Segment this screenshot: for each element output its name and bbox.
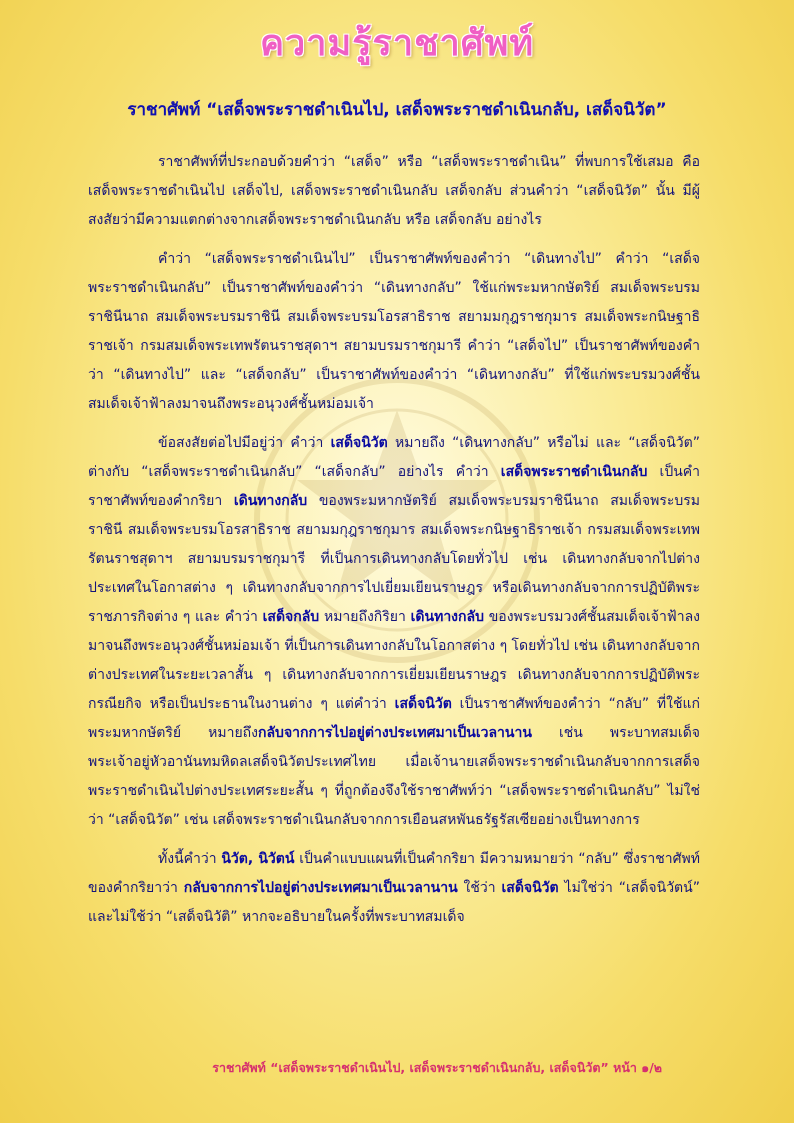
bold-term: กลับจากการไปอยู่ต่างประเทศมาเป็นเวลานาน <box>258 725 532 741</box>
text-run: เป็นคำแบบแผนที่เป็นคำกริยา มีความหมายว่า “กลับ” ซึ่งราชาศัพท์ของคำกริยาว่า <box>88 851 700 896</box>
paragraph-2: คำว่า “เสด็จพระราชดำเนินไป” เป็นราชาศัพท์ของคำว่า “เดินทางไป” คำว่า “เสด็จพระราชดำเนินกลับ” เป็นราชาศัพท์ของคำว่า “เดินทางกลับ” ใช้แก่พระมหากษัตริย์ สมเด็จพระบรมราชินีนาถ สมเด็จพระบรมราชินี สมเด็จพระบรมโอรสาธิราช สยามมกุฎราชกุมาร สมเด็จพระกนิษฐาธิราชเจ้า กรมสมเด็จพระเทพรัตนราชสุดาฯ สยามบรมราชกุมารี คำว่า “เสด็จไป” เป็นราชาศัพท์ของคำว่า “เดินทางไป” และ “เสด็จกลับ” เป็นราชาศัพท์ของคำว่า “เดินทางกลับ” ที่ใช้แก่พระบรมวงศ์ชั้นสมเด็จเจ้าฟ้าลงมาจนถึงพระอนุวงศ์ชั้นหม่อมเจ้า <box>88 251 700 412</box>
paragraph-3 <box>88 429 700 835</box>
bold-term: เสด็จนิวัต <box>394 696 452 712</box>
document-subtitle: ราชาศัพท์ “เสด็จพระราชดำเนินไป, เสด็จพระราชดำเนินกลับ, เสด็จนิวัต” <box>127 100 667 120</box>
bold-term: กลับจากการไปอยู่ต่างประเทศมาเป็นเวลานาน <box>183 880 458 896</box>
bold-term: เดินทางกลับ <box>233 493 308 509</box>
text-run: ไม่ใช่ว่า “เสด็จนิวัตน์” และไม่ใช้ว่า “เสด็จนิวัติ” หากจะอธิบายในครั้งที่พระบาทสมเด็จ <box>88 880 700 925</box>
text-run: เช่น พระบาทสมเด็จพระเจ้าอยู่หัวอานันทมหิดลเสด็จนิวัตประเทศไทย เมื่อเจ้านายเสด็จพระราชดำเนินกลับจากการเสด็จพระราชดำเนินไปต่างประเทศระยะสั้น ๆ ที่ถูกต้องจึงใช้ราชาศัพท์ว่า “เสด็จพระราชดำเนินกลับ” ไม่ใช่ว่า “เสด็จนิวัต” เช่น เสด็จพระราชดำเนินกลับจากการเยือนสหพันธรัฐรัสเซียอย่างเป็นทางการ <box>88 725 700 828</box>
text-run: เป็นคำราชาศัพท์ของคำกริยา <box>88 464 701 509</box>
text-run: หมายถึงกิริยา <box>319 609 411 625</box>
text-run: หมายถึง “เดินทางกลับ” หรือไม่ และ “เสด็จนิวัต” ต่างกับ “เสด็จพระราชดำเนินกลับ” “เสด็จกลับ” อย่างไร คำว่า <box>88 435 701 480</box>
paragraph-1: ราชาศัพท์ที่ประกอบด้วยคำว่า “เสด็จ” หรือ “เสด็จพระราชดำเนิน” ที่พบการใช้เสมอ คือ เสด็จพระราชดำเนินไป เสด็จไป, เสด็จพระราชดำเนินกลับ เสด็จกลับ ส่วนคำว่า “เสด็จนิวัต” นั้น มีผู้สงสัยว่ามีความแตกต่างจากเสด็จพระราชดำเนินกลับ หรือ เสด็จกลับ อย่างไร <box>88 154 700 228</box>
bold-term: เสด็จนิวัต <box>330 435 388 451</box>
text-run: ข้อสงสัยต่อไปมีอยู่ว่า คำว่า <box>158 435 331 451</box>
text-run: ของพระบรมวงศ์ชั้นสมเด็จเจ้าฟ้าลงมาจนถึงพระอนุวงศ์ชั้นหม่อมเจ้า ที่เป็นการเดินทางกลับในโอกาสต่าง ๆ โดยทั่วไป เช่น เดินทางกลับจากต่างประเทศในระยะเวลาสั้น ๆ เดินทางกลับจากการเยี่ยมเยียนราษฎร เดินทางกลับจากการปฏิบัติพระกรณียกิจ หรือเป็นประธานในงานต่าง ๆ แต่คำว่า <box>88 609 701 712</box>
text-run: ใช้ว่า <box>457 880 502 896</box>
article-body <box>88 148 700 942</box>
text-run: ทั้งนี้คำว่า <box>158 851 222 867</box>
bold-term: เสด็จพระราชดำเนินกลับ <box>500 464 648 480</box>
bold-term: เสด็จนิวัต <box>501 880 559 896</box>
text-run: ของพระมหากษัตริย์ สมเด็จพระบรมราชินีนาถ สมเด็จพระบรมราชินี สมเด็จพระบรมโอรสาธิราช สยามมกุฎราชกุมาร สมเด็จพระกนิษฐาธิราชเจ้า กรมสมเด็จพระเทพรัตนราชสุดาฯ สยามบรมราชกุมารี ที่เป็นการเดินทางกลับโดยทั่วไป เช่น เดินทางกลับจากไปต่างประเทศในโอกาสต่าง ๆ เดินทางกลับจากการไปเยี่ยมเยียนราษฎร หรือเดินทางกลับจากการปฏิบัติพระราชภารกิจต่าง ๆ และ คำว่า <box>88 493 700 625</box>
text-run: เป็นราชาศัพท์ของคำว่า “กลับ” ที่ใช้แก่พระมหากษัตริย์ หมายถึง <box>88 696 700 741</box>
bold-term: เสด็จกลับ <box>262 609 320 625</box>
page-footer: ราชาศัพท์ “เสด็จพระราชดำเนินไป, เสด็จพระราชดำเนินกลับ, เสด็จนิวัต” หน้า ๑/๒ <box>212 1060 662 1075</box>
page-title: ความรู้ราชาศัพท์ <box>259 23 535 64</box>
paragraph-4 <box>88 845 700 932</box>
bold-term: นิวัต, นิวัตน์ <box>221 851 295 867</box>
bold-term: เดินทางกลับ <box>410 609 484 625</box>
